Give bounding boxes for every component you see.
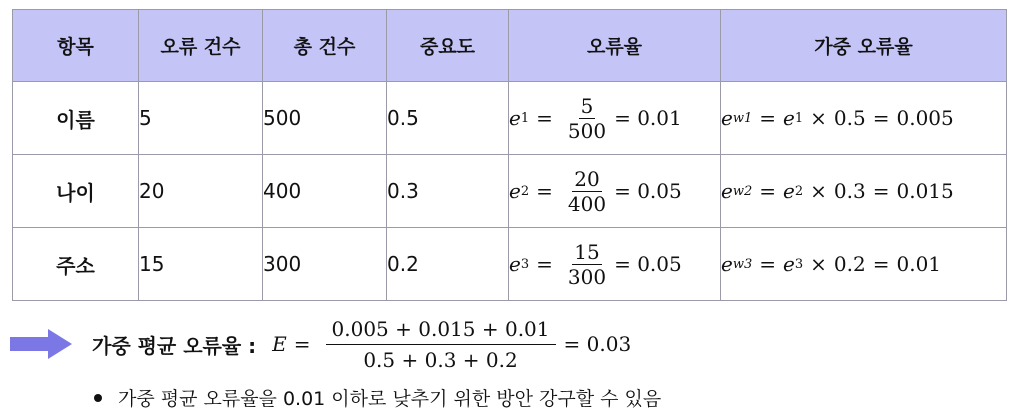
header-total-count: 총 건수 xyxy=(263,10,387,82)
error-count-cell: 5 xyxy=(139,82,263,155)
weighted-rate-formula: e w1 = e 1 × 0.5 = 0.005 xyxy=(721,106,954,130)
weighted-error-rate-cell xyxy=(721,228,1007,301)
item-cell: 나이 xyxy=(13,155,139,228)
fraction: $\frac{15}{300}$ xyxy=(567,239,607,289)
total-count-cell: 300 xyxy=(263,228,387,301)
weighted-average-summary xyxy=(10,312,631,376)
error-rate-cell xyxy=(509,82,721,155)
header-error-count: 오류 건수 xyxy=(139,10,263,82)
table-row xyxy=(13,82,1007,155)
weight-cell: 0.3 xyxy=(387,155,509,228)
error-rate-formula: e 1 = $\frac{5}{500}$ = 0.01 xyxy=(509,93,682,143)
weighted-error-rate-cell xyxy=(721,82,1007,155)
error-rate-formula: e 2 = $\frac{20}{400}$ = 0.05 xyxy=(509,166,682,216)
table-row xyxy=(13,155,1007,228)
weighted-average-formula: E = $\frac{0.005 + 0.015 + 0.01}{0.5 + 0.3 + 0.2}$ = 0.03 xyxy=(272,316,632,372)
weighted-error-rate-cell xyxy=(721,155,1007,228)
header-error-rate: 오류율 xyxy=(509,10,721,82)
weight-cell: 0.2 xyxy=(387,228,509,301)
header-weight: 중요도 xyxy=(387,10,509,82)
summary-label: 가중 평균 오류율 : xyxy=(92,333,257,358)
weighted-rate-formula: e w2 = e 2 × 0.3 = 0.015 xyxy=(721,179,954,203)
arrow-right-icon xyxy=(10,329,72,359)
error-rate-table xyxy=(12,9,1007,301)
error-count-cell: 20 xyxy=(139,155,263,228)
bullet-note xyxy=(94,384,661,411)
weighted-rate-formula: e w3 = e 3 × 0.2 = 0.01 xyxy=(721,252,942,276)
weight-cell: 0.5 xyxy=(387,82,509,155)
fraction: $\frac{20}{400}$ xyxy=(567,166,607,216)
item-cell: 이름 xyxy=(13,82,139,155)
bullet-dot-icon xyxy=(94,394,102,402)
bullet-text: 가중 평균 오류율을 0.01 이하로 낮추기 위한 방안 강구할 수 있음 xyxy=(118,388,662,410)
table-header-row xyxy=(13,10,1007,82)
header-item: 항목 xyxy=(13,10,139,82)
error-count-cell: 15 xyxy=(139,228,263,301)
total-count-cell: 400 xyxy=(263,155,387,228)
header-weighted-error-rate: 가중 오류율 xyxy=(721,10,1007,82)
error-rate-cell xyxy=(509,155,721,228)
fraction: $\frac{0.005 + 0.015 + 0.01}{0.5 + 0.3 + 0.2}$ xyxy=(326,317,556,372)
total-count-cell: 500 xyxy=(263,82,387,155)
fraction: $\frac{5}{500}$ xyxy=(567,93,607,143)
error-rate-cell xyxy=(509,228,721,301)
table-row xyxy=(13,228,1007,301)
error-rate-formula: e 3 = $\frac{15}{300}$ = 0.05 xyxy=(509,239,682,289)
item-cell: 주소 xyxy=(13,228,139,301)
